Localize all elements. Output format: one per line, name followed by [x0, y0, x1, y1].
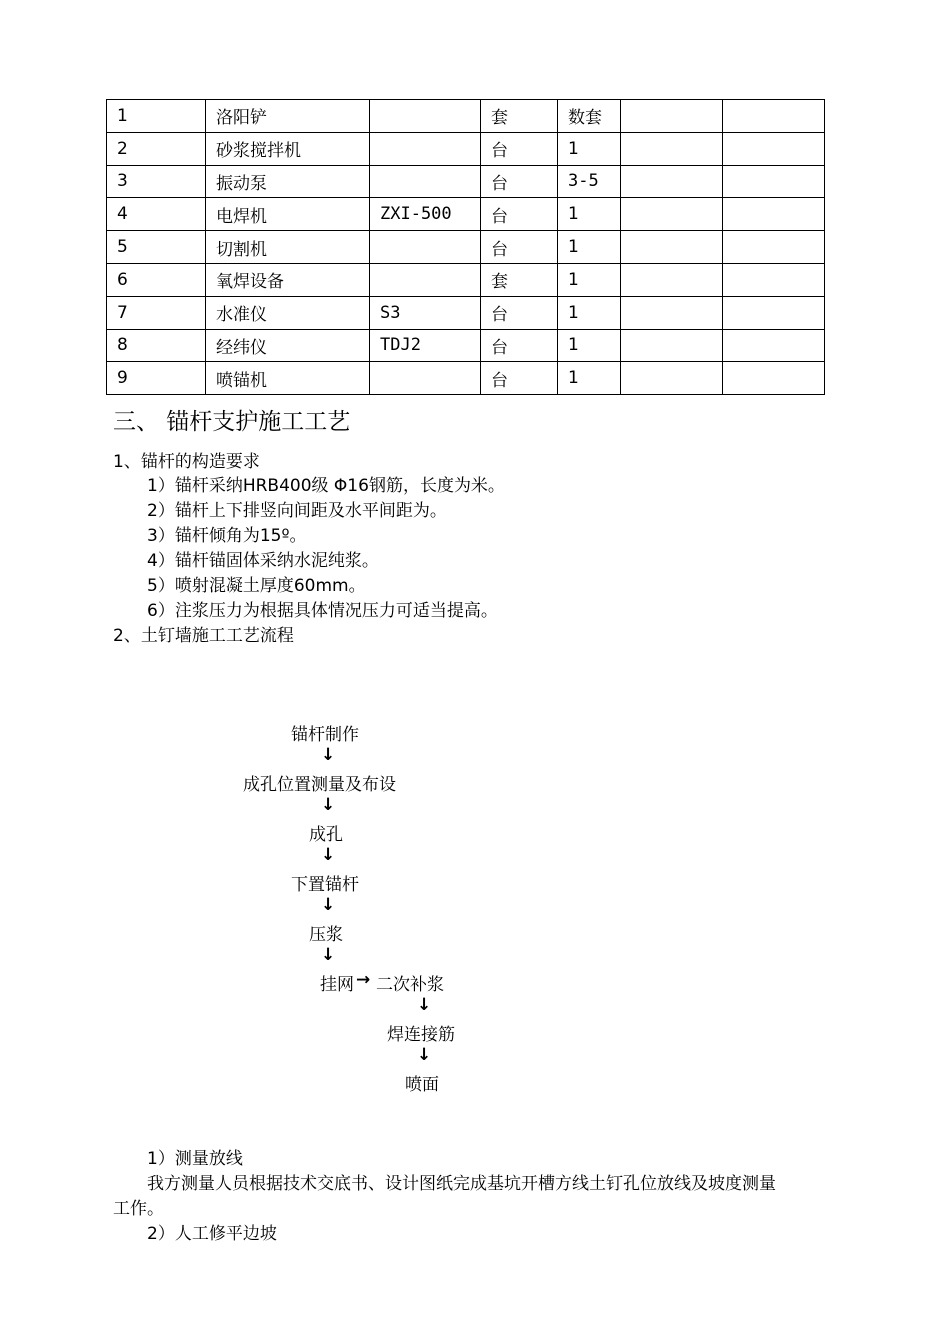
table-row [107, 100, 825, 133]
down-arrow-icon: ↓ [417, 995, 432, 1015]
cell-name: 氧焊设备 [206, 263, 370, 296]
cell-model: ZXI-500 [370, 198, 481, 231]
requirement-item: 5）喷射混凝土厚度60mm。 [147, 576, 366, 596]
cell-model [370, 263, 481, 296]
cell-unit: 台 [481, 329, 558, 362]
requirement-item: 3）锚杆倾角为15º。 [147, 526, 307, 546]
cell-unit: 套 [481, 263, 558, 296]
cell-extra-1 [621, 132, 723, 165]
cell-index: 2 [107, 132, 206, 165]
cell-name: 水准仪 [206, 296, 370, 329]
down-arrow-icon: ↓ [321, 895, 336, 915]
cell-unit: 台 [481, 231, 558, 264]
cell-extra-1 [621, 362, 723, 395]
flow-step-hole-survey: 成孔位置测量及布设 [243, 775, 396, 795]
down-arrow-icon: ↓ [321, 945, 336, 965]
cell-unit: 套 [481, 100, 558, 133]
cell-name: 电焊机 [206, 198, 370, 231]
cell-name: 洛阳铲 [206, 100, 370, 133]
step-body: 我方测量人员根据技术交底书、设计图纸完成基坑开槽方线土钉孔位放线及坡度测量 [147, 1174, 776, 1194]
right-arrow-icon: → [356, 970, 371, 990]
cell-quantity: 1 [558, 296, 621, 329]
cell-extra-2 [723, 165, 825, 198]
requirement-item: 4）锚杆锚固体采纳水泥纯浆。 [147, 551, 379, 571]
cell-unit: 台 [481, 296, 558, 329]
cell-unit: 台 [481, 132, 558, 165]
cell-extra-2 [723, 100, 825, 133]
cell-quantity: 3-5 [558, 165, 621, 198]
cell-name: 经纬仪 [206, 329, 370, 362]
down-arrow-icon: ↓ [321, 845, 336, 865]
cell-name: 砂浆搅拌机 [206, 132, 370, 165]
cell-name: 切割机 [206, 231, 370, 264]
requirement-item: 1）锚杆采纳HRB400级 Φ16钢筋，长度为米。 [147, 476, 505, 496]
flow-step-weld-bars: 焊连接筋 [387, 1025, 455, 1045]
cell-quantity: 1 [558, 132, 621, 165]
equipment-table-body [107, 100, 825, 395]
cell-extra-2 [723, 263, 825, 296]
cell-index: 9 [107, 362, 206, 395]
cell-unit: 台 [481, 198, 558, 231]
cell-unit: 台 [481, 362, 558, 395]
flow-step-grouting: 压浆 [309, 925, 343, 945]
subsection-title: 2、土钉墙施工工艺流程 [113, 626, 294, 646]
cell-extra-2 [723, 329, 825, 362]
cell-extra-2 [723, 362, 825, 395]
cell-index: 4 [107, 198, 206, 231]
cell-extra-2 [723, 231, 825, 264]
table-row [107, 231, 825, 264]
cell-model [370, 100, 481, 133]
cell-extra-2 [723, 198, 825, 231]
flow-step-place-anchor: 下置锚杆 [291, 875, 359, 895]
flow-step-second-grouting: 二次补浆 [376, 975, 444, 995]
requirement-item: 6）注浆压力为根据具体情况压力可适当提高。 [147, 601, 498, 621]
cell-index: 1 [107, 100, 206, 133]
subsection-title: 1、锚杆的构造要求 [113, 452, 260, 472]
down-arrow-icon: ↓ [417, 1045, 432, 1065]
equipment-table [106, 99, 825, 395]
cell-model [370, 132, 481, 165]
cell-index: 5 [107, 231, 206, 264]
table-row [107, 198, 825, 231]
cell-index: 3 [107, 165, 206, 198]
flow-step-drilling: 成孔 [309, 825, 343, 845]
cell-quantity: 数套 [558, 100, 621, 133]
cell-extra-1 [621, 165, 723, 198]
cell-quantity: 1 [558, 198, 621, 231]
cell-name: 振动泵 [206, 165, 370, 198]
cell-extra-1 [621, 263, 723, 296]
step-title: 1）测量放线 [147, 1149, 243, 1169]
cell-quantity: 1 [558, 263, 621, 296]
cell-extra-2 [723, 296, 825, 329]
cell-extra-1 [621, 100, 723, 133]
section-title: 三、 锚杆支护施工工艺 [113, 409, 351, 435]
cell-index: 7 [107, 296, 206, 329]
flow-step-mesh: 挂网 [320, 975, 354, 995]
table-row [107, 362, 825, 395]
table-row [107, 296, 825, 329]
table-row [107, 263, 825, 296]
cell-index: 8 [107, 329, 206, 362]
cell-extra-1 [621, 198, 723, 231]
cell-extra-1 [621, 231, 723, 264]
cell-quantity: 1 [558, 231, 621, 264]
requirement-item: 2）锚杆上下排竖向间距及水平间距为。 [147, 501, 447, 521]
cell-name: 喷锚机 [206, 362, 370, 395]
cell-quantity: 1 [558, 362, 621, 395]
cell-model: S3 [370, 296, 481, 329]
down-arrow-icon: ↓ [321, 795, 336, 815]
cell-model [370, 362, 481, 395]
cell-model: TDJ2 [370, 329, 481, 362]
cell-quantity: 1 [558, 329, 621, 362]
table-row [107, 132, 825, 165]
cell-extra-1 [621, 296, 723, 329]
table-row [107, 165, 825, 198]
cell-model [370, 165, 481, 198]
cell-index: 6 [107, 263, 206, 296]
flow-step-spray: 喷面 [405, 1075, 439, 1095]
cell-extra-2 [723, 132, 825, 165]
down-arrow-icon: ↓ [321, 745, 336, 765]
flow-step-anchor-making: 锚杆制作 [291, 725, 359, 745]
cell-model [370, 231, 481, 264]
cell-unit: 台 [481, 165, 558, 198]
table-row [107, 329, 825, 362]
cell-extra-1 [621, 329, 723, 362]
step-body: 工作。 [113, 1199, 164, 1219]
step-title: 2）人工修平边坡 [147, 1224, 277, 1244]
